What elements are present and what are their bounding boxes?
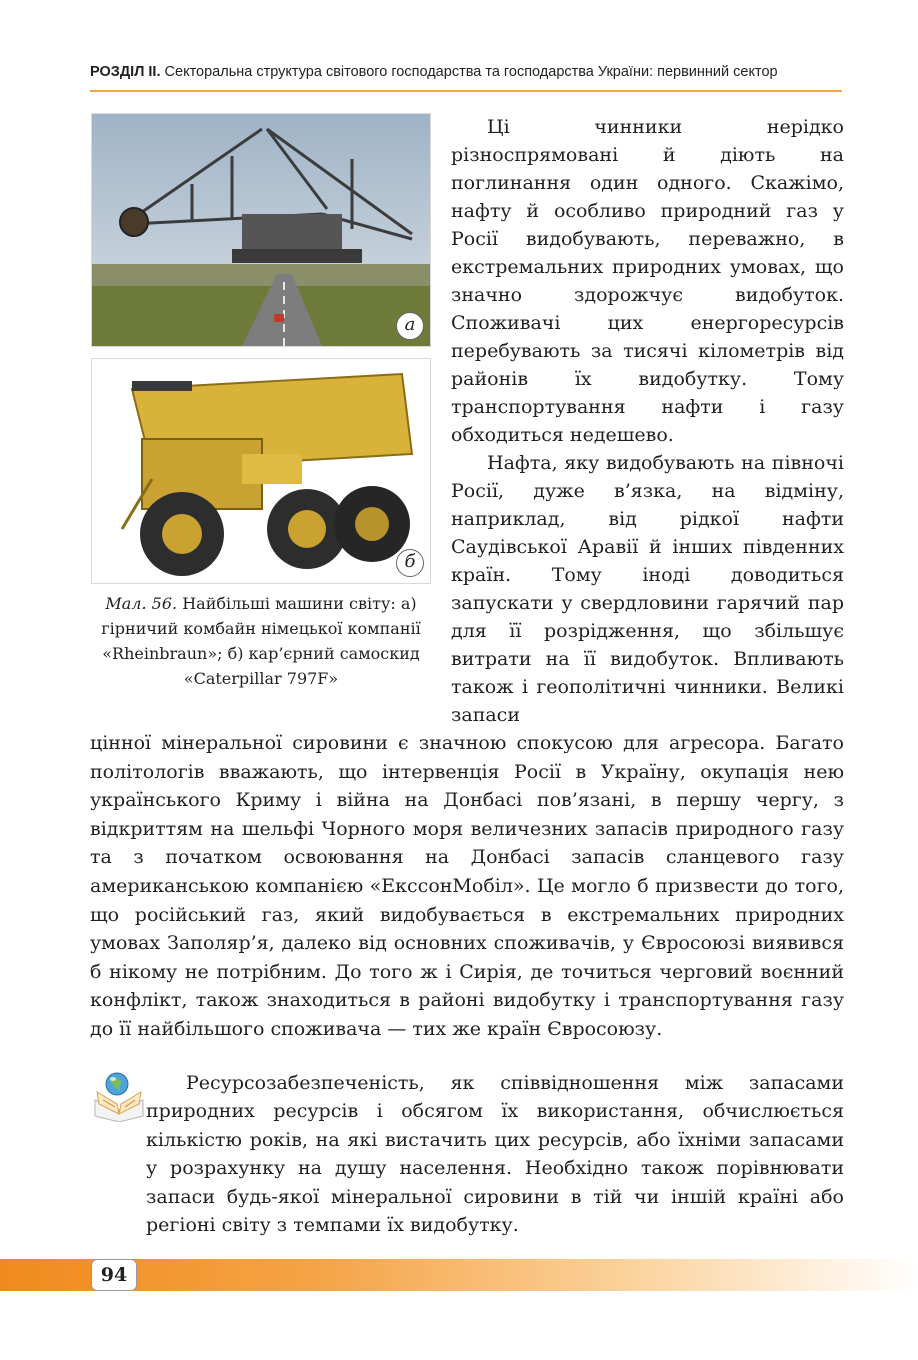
excavator-photo: [91, 113, 431, 347]
globe-book-icon: [91, 1070, 147, 1122]
header-divider: [90, 90, 842, 92]
column-text: [451, 113, 844, 729]
photo-b-label: б: [396, 549, 424, 577]
header-section: РОЗДІЛ ІІ.: [90, 64, 161, 80]
paragraph-1: Ці чинники нерідко різноспрямовані й діють на поглинання один одного. Скажімо, нафту й особливо природний газ у Росії видобувають, переважно, в екстремальних природних умовах, що значно здорожчує видобуток. Споживачі цих енергоресурсів перебувають за тисячі кілометрів від районів їх видобутку. Тому транспортування нафти і газу обходиться недешево.: [451, 116, 844, 446]
footer-band: [0, 1259, 918, 1291]
header-title: Секторальна структура світового господарства та господарства України: первинний сектор: [164, 64, 778, 80]
photo-a-label: а: [396, 312, 424, 340]
caption-text: Найбільші машини світу: а) гірничий комбайн німецької компанії «Rheinbraun»; б) кар’єрний самоскид «Caterpillar 797F»: [101, 594, 421, 688]
note-block: [146, 1069, 844, 1239]
full-width-text: [90, 729, 844, 1044]
figure-caption: [95, 591, 427, 691]
paragraph-3: цінної мінеральної сировини є значною спокусою для агресора. Багато політологів вважають, що інтервенція Росії в Україну, окупація нею українського Криму і війна на Донбасі пов’язані, в першу чергу, з відкриттям на шельфі Чорного моря величезних запасів природного газу та з початком освоювання на Донбасі запасів сланцевого газу американською компанією «ЕкссонМобіл». Це могло б призвести до того, що російський газ, який видобувається в екстремальних природних умовах Заполяр’я, далеко від основних споживачів, у Євросоюзі виявився б нікому не потрібним. До того ж і Сирія, де точиться черговий воєнний конфлікт, також знаходиться в районі видобутку і транспортування газу до її найбільшого споживача — тих же країн Євросоюзу.: [90, 732, 844, 1040]
caption-number: Мал. 56.: [105, 594, 178, 613]
note-text: Ресурсозабезпеченість, як співвідношення між запасами природних ресурсів і обсягом їх використання, обчислюється кількістю років, на які вистачить цих ресурсів, або їхніми запасами у розрахунку на душу населення. Необхідно також порівнювати запаси будь-якої мінеральної сировини в тій чи іншій країні або регіоні світу з темпами їх видобутку.: [146, 1072, 844, 1237]
paragraph-2: Нафта, яку видобувають на півночі Росії, дуже в’язка, на відміну, наприклад, від рідкої нафти Саудівської Аравії й інших південних країн. Тому іноді доводиться запускати у свердловини гарячий пар для її розрідження, що збільшує витрати на її видобуток. Впливають також і геополітичні чинники. Великі запаси: [451, 452, 844, 726]
page-number: 94: [91, 1259, 137, 1291]
running-header: [90, 64, 842, 80]
dump-truck-photo: [91, 358, 431, 584]
